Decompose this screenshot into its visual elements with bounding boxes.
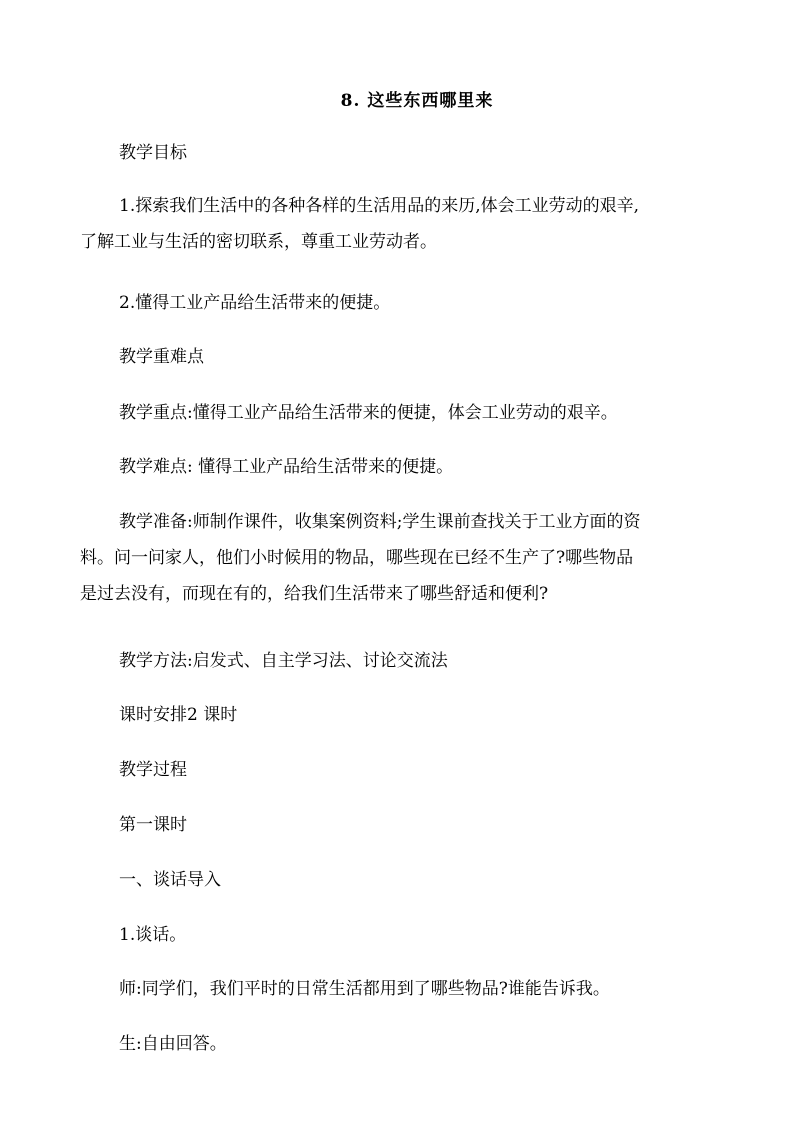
- step-1-paragraph: 1.谈话。: [119, 925, 187, 945]
- difficult-point-paragraph: 教学难点: 懂得工业产品给生活带来的便捷。: [119, 457, 454, 477]
- preparation-paragraph: [80, 509, 709, 607]
- preparation-line-2: 料。问一问家人，他们小时候用的物品，哪些现在已经不生产了?哪些物品: [80, 548, 634, 568]
- student-line: 生:自由回答。: [119, 1034, 227, 1054]
- goal-1-paragraph: [80, 193, 709, 255]
- document-title: 8. 这些东西哪里来: [340, 91, 494, 111]
- key-heading: 教学重难点: [119, 347, 204, 367]
- schedule-paragraph: 课时安排2 课时: [119, 705, 238, 725]
- teacher-line: 师:同学们，我们平时的日常生活都用到了哪些物品?谁能告诉我。: [119, 979, 610, 999]
- part-1-heading: 一、谈话导入: [119, 870, 221, 890]
- process-heading: 教学过程: [119, 760, 187, 780]
- preparation-line-3: 是过去没有，而现在有的，给我们生活带来了哪些舒适和便利?: [80, 584, 549, 604]
- preparation-line-1: 教学准备:师制作课件，收集案例资料;学生课前查找关于工业方面的资: [119, 512, 641, 532]
- goal-1-line-2: 了解工业与生活的密切联系，尊重工业劳动者。: [80, 232, 437, 252]
- lesson-1-heading: 第一课时: [119, 815, 187, 835]
- goal-2-paragraph: 2.懂得工业产品给生活带来的便捷。: [119, 293, 391, 313]
- key-point-paragraph: 教学重点:懂得工业产品给生活带来的便捷，体会工业劳动的艰辛。: [119, 403, 618, 423]
- goal-1-line-1: 1.探索我们生活中的各种各样的生活用品的来历,体会工业劳动的艰辛,: [119, 196, 640, 216]
- method-paragraph: 教学方法:启发式、自主学习法、讨论交流法: [119, 651, 448, 671]
- goal-heading: 教学目标: [119, 143, 187, 163]
